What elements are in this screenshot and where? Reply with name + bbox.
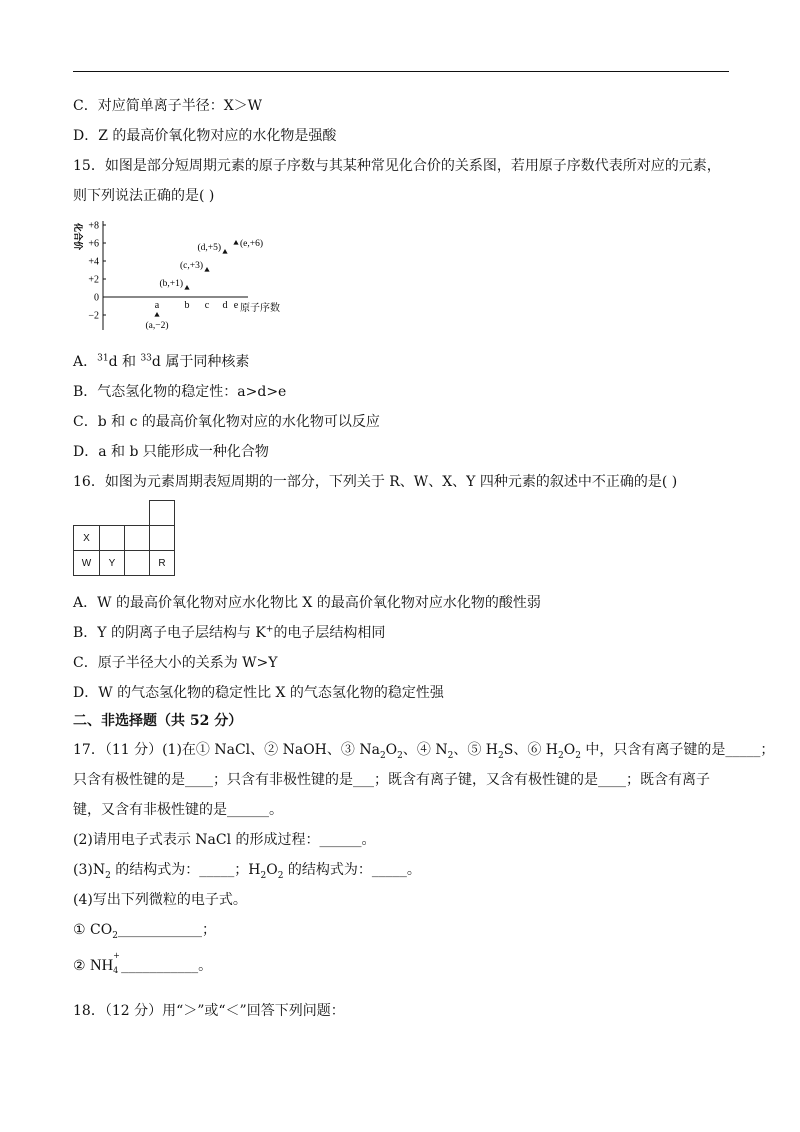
x-tick-labels [155, 300, 239, 311]
q15-option-a-prefix: A． [73, 354, 98, 370]
q17-line1 [73, 741, 774, 759]
y-tick-label: +6 [88, 238, 99, 250]
data-point-c [204, 267, 209, 272]
q17-l1-s6: 2 [575, 750, 581, 761]
q15-option-a-mass1: 31 [97, 353, 109, 364]
q15-option-b: B．气态氢化物的稳定性：a>d>e [73, 384, 287, 400]
q15-stem-line2: 则下列说法正确的是( ) [73, 188, 215, 204]
table-cell-empty [149, 500, 175, 526]
table-cell-empty [124, 525, 150, 551]
q17-l1-g: 中，只含有离子键的是_____； [580, 742, 775, 758]
header-rule [73, 71, 729, 72]
q15-valence-chart [73, 215, 313, 335]
table-cell-y: Y [99, 550, 125, 576]
q17-l1-s1: 2 [379, 750, 386, 761]
y-tick-label: 0 [94, 292, 99, 304]
q16-option-d: D．W 的气态氢化物的稳定性比 X 的气态氢化物的稳定性强 [73, 685, 444, 701]
q17-l7-s: 2 [112, 930, 118, 941]
data-label-a: (a,−2) [145, 321, 169, 331]
q17-l5-s1: 2 [105, 870, 111, 881]
q17-line3: 键，又含有非极性键的是______。 [73, 802, 283, 818]
table-cell-w: W [73, 550, 100, 576]
q16-option-b [73, 624, 385, 642]
q15-option-a-end: d 属于同种核素 [151, 354, 250, 370]
x-tick-label-c: c [204, 300, 210, 311]
q17-line6: (4)写出下列微粒的电子式。 [73, 892, 247, 908]
q15-option-a-mid: d 和 [108, 354, 141, 370]
q17-l5-b: 的结构式为：_____；H [110, 862, 261, 878]
y-tick-label: +8 [88, 220, 99, 232]
data-label-b: (b,+1) [159, 279, 183, 289]
q17-line5 [73, 861, 421, 879]
q14-option-c: C．对应简单离子半径：X＞W [73, 98, 263, 114]
q15-option-a [73, 353, 249, 371]
q14-option-d: D．Z 的最高价氧化物对应的水化物是强酸 [73, 128, 337, 144]
q17-l1-s4: 2 [498, 750, 504, 761]
ammonium-charge: + [113, 951, 120, 960]
data-point-b [184, 285, 189, 290]
q17-l5-s2: 2 [260, 870, 267, 881]
data-label-d: (d,+5) [197, 243, 221, 253]
q17-l1-d: 、⑤ H [453, 742, 498, 758]
q16-option-b-charge: + [265, 624, 274, 635]
q17-l7-b: ____________； [117, 922, 216, 938]
y-tick-label: −2 [88, 310, 99, 322]
data-point-a [154, 312, 159, 317]
q17-l1-s2: 2 [397, 750, 403, 761]
table-cell-empty [124, 550, 150, 576]
q16-option-a: A．W 的最高价氧化物对应水化物比 X 的最高价氧化物对应水化物的酸性弱 [73, 595, 541, 611]
ammonium-subscript: 4 [113, 966, 119, 975]
q17-l7-a: ① CO [73, 922, 113, 938]
q17-l5-c: O [266, 862, 278, 878]
q17-l1-s3: 2 [447, 750, 454, 761]
x-tick-label-e: e [233, 300, 239, 311]
q17-l1-a: 17．（11 分）(1)在① NaCl、② NaOH、③ Na [73, 742, 380, 758]
ammonium-scripts [113, 951, 121, 975]
q18-stem: 18．（12 分）用“＞”或“＜”回答下列问题： [73, 1003, 345, 1019]
x-tick-label-a: a [154, 300, 160, 311]
y-tick-label: +4 [88, 256, 99, 268]
x-tick-label-b: b [184, 300, 190, 311]
q17-l5-s3: 2 [277, 870, 284, 881]
q17-l5-a: (3)N [73, 862, 106, 878]
q17-line2: 只含有极性键的是____；只含有非极性键的是___；既含有离子键，又含有极性键的是____；既含有离子 [73, 772, 710, 788]
q15-stem-line1: 15．如图是部分短周期元素的原子序数与其某种常见化合价的关系图，若用原子序数代表所对应的元素， [73, 158, 721, 174]
q16-stem: 16．如图为元素周期表短周期的一部分，下列关于 R、W、X、Y 四种元素的叙述中不正确的是( ) [73, 474, 678, 490]
q16-option-b-post: 的电子层结构相同 [273, 625, 386, 641]
q15-option-d: D．a 和 b 只能形成一种化合物 [73, 444, 269, 460]
q17-l8-b: ___________。 [121, 958, 213, 974]
q17-l1-e: S、⑥ H [503, 742, 558, 758]
q16-option-b-pre: B．Y 的阴离子电子层结构与 K [73, 625, 266, 641]
table-cell-r: R [149, 550, 175, 576]
data-label-c: (c,+3) [179, 261, 203, 271]
q17-l5-d: 的结构式为：_____。 [283, 862, 421, 878]
q17-line8 [73, 951, 213, 975]
x-axis-label: 原子序数 [240, 303, 280, 314]
q15-option-c: C．b 和 c 的最高价氧化物对应的水化物可以反应 [73, 414, 380, 430]
y-tick-label: +2 [88, 274, 99, 286]
x-tick-label-d: d [222, 300, 228, 311]
table-cell-empty [149, 525, 175, 551]
y-axis-label: 化合价 [73, 223, 83, 251]
table-cell-x: X [73, 525, 100, 551]
section-heading: 二、非选择题（共 52 分） [73, 713, 243, 729]
q17-l8-a: ② [73, 958, 91, 974]
q17-line4: (2)请用电子式表示 NaCl 的形成过程：______。 [73, 832, 376, 848]
ammonium-formula: NH [90, 957, 114, 974]
data-points [145, 238, 263, 331]
q17-line7 [73, 921, 216, 939]
table-cell-empty [99, 525, 125, 551]
q17-l1-s5: 2 [557, 750, 564, 761]
q16-option-c: C．原子半径大小的关系为 W>Y [73, 655, 278, 671]
q17-l1-c: 、④ N [402, 742, 448, 758]
data-point-e [233, 240, 238, 245]
q15-option-a-mass2: 33 [140, 353, 152, 364]
data-point-d [222, 249, 227, 254]
data-label-e: (e,+6) [240, 239, 264, 249]
q17-l1-f: O [563, 742, 576, 758]
q17-l1-b: O [385, 742, 398, 758]
